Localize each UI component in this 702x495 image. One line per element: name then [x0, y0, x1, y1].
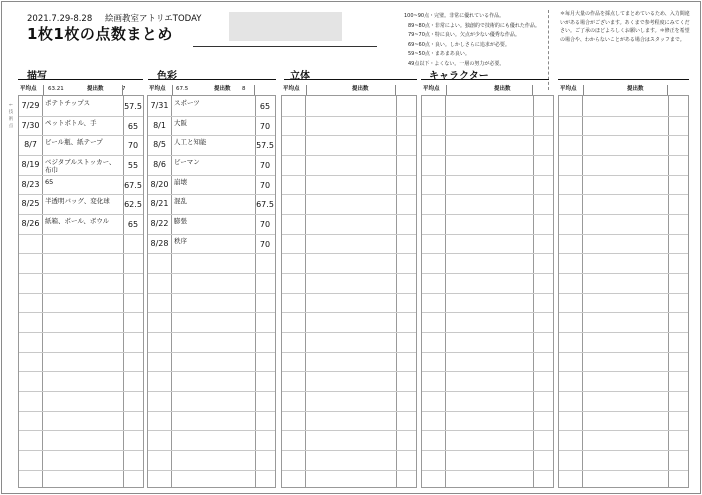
grid-row-line: [422, 391, 553, 392]
entry-title: ビール瓶、紙テープ: [45, 138, 103, 147]
grid-row-line: [282, 312, 416, 313]
grid-row-line: [559, 411, 688, 412]
entry-score: 70: [259, 239, 271, 249]
grid-row-line: [422, 135, 553, 136]
entry-score: 70: [259, 219, 271, 229]
avg-value: 67.5: [176, 86, 189, 92]
grid-row-line: [559, 234, 688, 235]
grid-row-line: [148, 312, 275, 313]
grid-row-line: [282, 411, 416, 412]
grid-row-line: [559, 135, 688, 136]
grid-row-line: [282, 352, 416, 353]
category-heading: 立体: [290, 71, 310, 82]
grid-row-line: [422, 194, 553, 195]
avg-label: 平均点: [560, 86, 577, 92]
score-grid: [281, 95, 417, 488]
entry-date: 8/6: [153, 159, 166, 169]
grid-row-line: [19, 214, 143, 215]
summary-divider: [254, 85, 255, 95]
grid-row-line: [282, 332, 416, 333]
grid-row-line: [559, 352, 688, 353]
count-value: 7: [122, 86, 126, 92]
entry-score: 62.5: [124, 200, 142, 210]
category-underline: [421, 79, 549, 80]
grid-row-line: [559, 312, 688, 313]
category-underline: [284, 79, 417, 80]
notes-divider: [548, 10, 549, 90]
entry-date: 8/23: [21, 179, 40, 189]
grid-row-line: [148, 234, 275, 235]
summary-divider: [446, 85, 447, 95]
grid-row-line: [422, 332, 553, 333]
grid-row-line: [19, 430, 143, 431]
entry-date: 7/30: [21, 120, 40, 130]
entry-title: ピーマン: [174, 157, 200, 166]
grid-row-line: [148, 253, 275, 254]
entry-score: 65: [127, 121, 139, 131]
category-heading: 色彩: [157, 71, 177, 82]
grid-row-line: [282, 273, 416, 274]
legend-item: 69~60点・良い。しかしさらに追求が必要。: [408, 41, 510, 48]
grid-row-line: [559, 430, 688, 431]
entry-score: 70: [259, 180, 271, 190]
side-marker: ←技術点: [8, 103, 14, 129]
grid-row-line: [559, 293, 688, 294]
grid-row-line: [148, 155, 275, 156]
summary-row: [558, 85, 689, 94]
grid-row-line: [148, 430, 275, 431]
grid-row-line: [148, 135, 275, 136]
summary-divider: [43, 85, 44, 95]
grid-row-line: [559, 175, 688, 176]
entry-title: 人工と知能: [174, 138, 207, 147]
entry-title: スポーツ: [174, 99, 200, 107]
entry-score: 55: [127, 160, 139, 170]
count-label: 提出数: [352, 86, 369, 92]
entry-title: ポテトチップス: [45, 99, 91, 107]
legend-item: 100~90点・完璧。非常に優れている作品。: [404, 13, 505, 19]
grid-row-line: [422, 430, 553, 431]
grid-row-line: [422, 312, 553, 313]
count-label: 提出数: [87, 86, 104, 92]
entry-score: 67.5: [256, 200, 274, 210]
page-title: 1枚1枚の点数まとめ: [27, 25, 173, 43]
grid-row-line: [422, 470, 553, 471]
grid-row-line: [19, 332, 143, 333]
category-underline: [18, 79, 143, 80]
grid-row-line: [422, 214, 553, 215]
grid-row-line: [19, 312, 143, 313]
count-label: 提出数: [627, 86, 644, 92]
grid-row-line: [422, 116, 553, 117]
avg-value: 63.21: [48, 86, 64, 92]
avg-label: 平均点: [149, 86, 166, 92]
entry-title: 膨張: [174, 216, 187, 225]
category-underline: [558, 79, 689, 80]
grid-row-line: [422, 293, 553, 294]
grid-row-line: [19, 234, 143, 235]
school-name: 絵画教室アトリエTODAY: [104, 14, 202, 24]
grid-row-line: [282, 214, 416, 215]
entry-score: 70: [127, 141, 139, 151]
entry-score: 65: [259, 102, 271, 111]
grid-row-line: [19, 391, 143, 392]
grid-row-line: [19, 155, 143, 156]
grid-row-line: [19, 352, 143, 353]
grid-row-line: [559, 155, 688, 156]
grid-row-line: [282, 391, 416, 392]
grid-row-line: [422, 273, 553, 274]
entry-date: 8/19: [21, 159, 40, 169]
summary-divider: [583, 85, 584, 95]
entry-score: 70: [259, 160, 271, 170]
grid-row-line: [559, 253, 688, 254]
avg-label: 平均点: [20, 86, 37, 92]
grid-row-line: [559, 116, 688, 117]
score-grid: [147, 95, 276, 488]
grid-row-line: [282, 253, 416, 254]
summary-divider: [667, 85, 668, 95]
student-name-box: [229, 12, 342, 41]
summary-divider: [395, 85, 396, 95]
entry-title: 混乱: [174, 197, 187, 206]
grid-row-line: [282, 175, 416, 176]
score-grid: [421, 95, 554, 488]
grid-row-line: [282, 293, 416, 294]
count-value: 8: [242, 86, 246, 92]
entry-date: 7/29: [21, 101, 40, 110]
grid-row-line: [148, 194, 275, 195]
grid-row-line: [148, 371, 275, 372]
count-label: 提出数: [214, 86, 231, 92]
grid-row-line: [148, 116, 275, 117]
summary-row: [281, 85, 417, 94]
legend-item: 89~80点・非常によい。独創的で技術的にも優れた作品。: [408, 22, 540, 29]
grid-row-line: [148, 273, 275, 274]
summary-row: [147, 85, 276, 94]
notes-text: ＊毎月大量の作品を採点してまとめているため、入力間違いがある場合がございます。あくまで参考程度にみてください。ご了承のほどよろしくお願いします。＊修正を希望の場合や、わからないことがある場合はスタッフまで。: [560, 11, 690, 43]
grid-row-line: [19, 194, 143, 195]
grid-row-line: [559, 332, 688, 333]
avg-label: 平均点: [423, 86, 440, 92]
avg-label: 平均点: [283, 86, 300, 92]
grid-row-line: [19, 175, 143, 176]
entry-score: 57.5: [256, 141, 274, 151]
grid-row-line: [422, 411, 553, 412]
entry-score: 65: [127, 219, 139, 229]
grid-row-line: [148, 411, 275, 412]
score-grid: [18, 95, 144, 488]
entry-date: 8/28: [150, 238, 169, 248]
grid-row-line: [559, 371, 688, 372]
entry-title: ペットボトル、手: [45, 118, 97, 127]
grid-row-line: [282, 234, 416, 235]
summary-row: [421, 85, 554, 94]
grid-row-line: [559, 194, 688, 195]
grid-row-line: [148, 214, 275, 215]
grid-row-line: [148, 391, 275, 392]
grid-row-line: [422, 371, 553, 372]
entry-title: 半透明バッグ、変化球: [45, 197, 110, 206]
summary-divider: [122, 85, 123, 95]
grid-row-line: [422, 450, 553, 451]
entry-title: 大阪: [174, 118, 187, 127]
entry-date: 8/25: [21, 199, 40, 209]
grid-row-line: [19, 273, 143, 274]
grid-row-line: [148, 352, 275, 353]
period-text: 2021.7.29-8.28: [27, 14, 93, 24]
category-underline: [148, 79, 276, 80]
category-heading: 描写: [27, 71, 47, 82]
entry-date: 8/22: [150, 218, 169, 228]
entry-date: 8/5: [153, 140, 166, 150]
grid-row-line: [422, 175, 553, 176]
grid-row-line: [19, 470, 143, 471]
grid-row-line: [282, 155, 416, 156]
grid-row-line: [282, 194, 416, 195]
grid-row-line: [148, 293, 275, 294]
grid-row-line: [422, 352, 553, 353]
entry-title: ベジタブルストッカー、布巾: [45, 157, 116, 174]
summary-row: [18, 85, 144, 94]
grid-row-line: [19, 411, 143, 412]
entry-date: 8/21: [150, 199, 169, 209]
grid-row-line: [19, 253, 143, 254]
entry-title: 秩序: [174, 236, 187, 245]
entry-date: 8/7: [24, 140, 37, 150]
grid-row-line: [559, 273, 688, 274]
entry-score: 70: [259, 121, 271, 131]
grid-row-line: [19, 135, 143, 136]
grid-row-line: [148, 175, 275, 176]
entry-date: 7/31: [150, 101, 169, 110]
grid-row-line: [148, 332, 275, 333]
grid-row-line: [422, 234, 553, 235]
grid-row-line: [282, 450, 416, 451]
legend-item: 79~70点・特に良い。欠点が少ない優秀な作品。: [408, 32, 520, 39]
summary-divider: [306, 85, 307, 95]
grid-row-line: [282, 135, 416, 136]
entry-score: 67.5: [124, 180, 142, 190]
entry-date: 8/1: [153, 120, 166, 130]
summary-divider: [532, 85, 533, 95]
entry-date: 8/20: [150, 179, 169, 189]
legend-item: 49点以下・よくない。一層の努力が必要。: [408, 60, 505, 67]
grid-row-line: [19, 371, 143, 372]
entry-title: 紙箱、ボール、ボウル: [45, 216, 110, 225]
grid-row-line: [19, 116, 143, 117]
grid-row-line: [282, 430, 416, 431]
grid-row-line: [282, 371, 416, 372]
entry-title: 崩壊: [174, 177, 187, 186]
grid-row-line: [559, 450, 688, 451]
grid-row-line: [19, 450, 143, 451]
category-heading: キャラクター: [429, 71, 489, 82]
grid-row-line: [148, 470, 275, 471]
score-grid: [558, 95, 689, 488]
entry-score: 57.5: [124, 102, 142, 111]
legend-item: 59~50点・まあまあ良い。: [408, 51, 470, 58]
grid-row-line: [19, 293, 143, 294]
score-legend: [404, 12, 540, 70]
grid-row-line: [148, 450, 275, 451]
summary-divider: [172, 85, 173, 95]
name-underline: [193, 46, 377, 47]
entry-date: 8/26: [21, 218, 40, 228]
grid-row-line: [559, 214, 688, 215]
grid-row-line: [282, 470, 416, 471]
grid-row-line: [282, 116, 416, 117]
grid-row-line: [422, 253, 553, 254]
grid-row-line: [559, 391, 688, 392]
grid-row-line: [422, 155, 553, 156]
grid-row-line: [559, 470, 688, 471]
entry-title: 65: [45, 177, 54, 186]
count-label: 提出数: [494, 86, 511, 92]
